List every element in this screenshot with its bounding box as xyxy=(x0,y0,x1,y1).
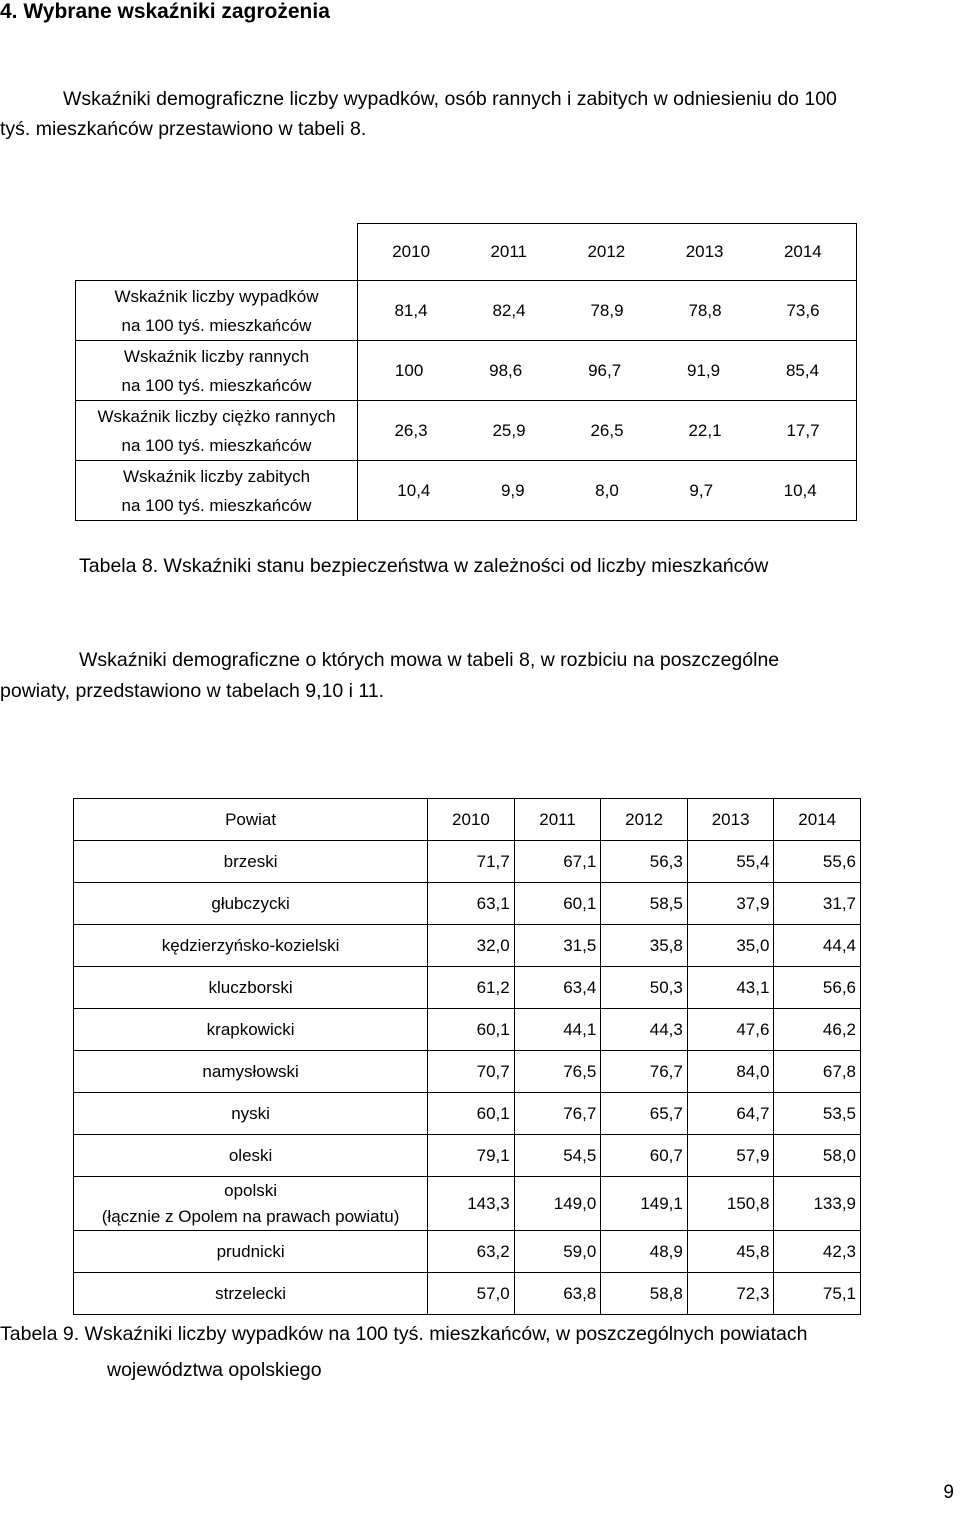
powiat-name: opolski (łącznie z Opolem na prawach powiatu) xyxy=(74,1177,428,1231)
cell: 75,1 xyxy=(774,1273,861,1315)
cell: 60,7 xyxy=(601,1135,688,1177)
cell: 150,8 xyxy=(687,1177,774,1231)
cell: 100 xyxy=(394,360,424,380)
table-row xyxy=(74,925,861,967)
powiat-name: krapkowicki xyxy=(74,1009,428,1051)
cell: 149,0 xyxy=(514,1177,601,1231)
cell: 57,0 xyxy=(428,1273,515,1315)
cell: 58,8 xyxy=(601,1273,688,1315)
year-2010: 2010 xyxy=(392,242,431,261)
year-2011: 2011 xyxy=(490,242,528,261)
cell: 64,7 xyxy=(687,1093,774,1135)
cell: 10,4 xyxy=(397,480,431,500)
header-2011: 2011 xyxy=(514,799,601,841)
cell: 71,7 xyxy=(428,841,515,883)
cell: 60,1 xyxy=(514,883,601,925)
row-label: Wskaźnik liczby wypadków na 100 tyś. mieszkańców xyxy=(76,281,358,341)
table-row xyxy=(76,401,857,461)
header-powiat: Powiat xyxy=(74,799,428,841)
cell: 47,6 xyxy=(687,1009,774,1051)
table-row xyxy=(76,461,857,521)
cell: 25,9 xyxy=(492,420,526,440)
cell: 67,8 xyxy=(774,1051,861,1093)
cell: 22,1 xyxy=(688,420,722,440)
table-row xyxy=(74,1009,861,1051)
cell: 31,5 xyxy=(514,925,601,967)
cell: 56,6 xyxy=(774,967,861,1009)
table-8-corner xyxy=(76,224,358,281)
powiat-name: prudnicki xyxy=(74,1231,428,1273)
cell: 54,5 xyxy=(514,1135,601,1177)
cell: 98,6 xyxy=(489,360,523,380)
cell: 56,3 xyxy=(601,841,688,883)
cell: 59,0 xyxy=(514,1231,601,1273)
cell: 91,9 xyxy=(687,360,721,380)
header-2014: 2014 xyxy=(774,799,861,841)
cell: 45,8 xyxy=(687,1231,774,1273)
cell: 76,7 xyxy=(514,1093,601,1135)
cell: 60,1 xyxy=(428,1093,515,1135)
cell: 73,6 xyxy=(786,300,820,320)
cell: 44,3 xyxy=(601,1009,688,1051)
cell: 42,3 xyxy=(774,1231,861,1273)
section-heading: 4. Wybrane wskaźniki zagrożenia xyxy=(0,0,330,23)
table-row xyxy=(74,1231,861,1273)
cell: 60,1 xyxy=(428,1009,515,1051)
cell: 72,3 xyxy=(687,1273,774,1315)
table-row xyxy=(74,883,861,925)
year-2014: 2014 xyxy=(783,242,822,261)
powiat-name: namysłowski xyxy=(74,1051,428,1093)
row-label: Wskaźnik liczby rannych na 100 tyś. mieszkańców xyxy=(76,341,358,401)
cell: 35,8 xyxy=(601,925,688,967)
cell: 26,3 xyxy=(394,420,428,440)
table-row xyxy=(74,1093,861,1135)
cell: 35,0 xyxy=(687,925,774,967)
header-2012: 2012 xyxy=(601,799,688,841)
cell: 149,1 xyxy=(601,1177,688,1231)
cell: 9,7 xyxy=(689,480,714,500)
cell: 48,9 xyxy=(601,1231,688,1273)
table-row xyxy=(74,1177,861,1231)
row-values xyxy=(358,401,857,461)
cell: 76,7 xyxy=(601,1051,688,1093)
cell: 96,7 xyxy=(588,360,622,380)
cell: 44,1 xyxy=(514,1009,601,1051)
cell: 76,5 xyxy=(514,1051,601,1093)
cell: 9,9 xyxy=(500,480,525,500)
row-label: Wskaźnik liczby zabitych na 100 tyś. mieszkańców xyxy=(76,461,358,521)
cell: 55,4 xyxy=(687,841,774,883)
cell: 53,5 xyxy=(774,1093,861,1135)
cell: 31,7 xyxy=(774,883,861,925)
row-values xyxy=(358,341,857,401)
table-row xyxy=(74,967,861,1009)
cell: 8,0 xyxy=(595,480,619,500)
cell: 63,2 xyxy=(428,1231,515,1273)
cell: 61,2 xyxy=(428,967,515,1009)
table-8-caption: Tabela 8. Wskaźniki stanu bezpieczeństwa w zależności od liczby mieszkańców xyxy=(79,555,769,577)
cell: 65,7 xyxy=(601,1093,688,1135)
table-row xyxy=(74,1135,861,1177)
cell: 57,9 xyxy=(687,1135,774,1177)
cell: 63,4 xyxy=(514,967,601,1009)
powiat-name: nyski xyxy=(74,1093,428,1135)
table-9-caption-line-1: Tabela 9. Wskaźniki liczby wypadków na 100 tyś. mieszkańców, w poszczególnych powiatach xyxy=(0,1323,808,1345)
cell: 58,5 xyxy=(601,883,688,925)
powiat-name: kluczborski xyxy=(74,967,428,1009)
header-2010: 2010 xyxy=(428,799,515,841)
cell: 55,6 xyxy=(774,841,861,883)
table-9-caption-line-2: województwa opolskiego xyxy=(107,1359,322,1381)
cell: 58,0 xyxy=(774,1135,861,1177)
cell: 78,8 xyxy=(688,300,722,320)
cell: 32,0 xyxy=(428,925,515,967)
cell: 37,9 xyxy=(687,883,774,925)
cell: 82,4 xyxy=(492,300,526,320)
table-8-year-header xyxy=(358,224,857,281)
cell: 43,1 xyxy=(687,967,774,1009)
row-values xyxy=(358,461,857,521)
table-row xyxy=(76,341,857,401)
row-values xyxy=(358,281,857,341)
paragraph-2-line-1: Wskaźniki demograficzne o których mowa w tabeli 8, w rozbiciu na poszczególne xyxy=(79,649,780,671)
cell: 81,4 xyxy=(394,300,428,320)
paragraph-2-line-2: powiaty, przedstawiono w tabelach 9,10 i 11. xyxy=(0,680,385,702)
year-2012: 2012 xyxy=(587,242,626,261)
cell: 84,0 xyxy=(687,1051,774,1093)
cell: 78,9 xyxy=(590,300,624,320)
cell: 63,1 xyxy=(428,883,515,925)
header-2013: 2013 xyxy=(687,799,774,841)
table-row xyxy=(76,281,857,341)
intro-line-2: tyś. mieszkańców przestawiono w tabeli 8. xyxy=(0,118,367,140)
cell: 10,4 xyxy=(783,480,817,500)
cell: 50,3 xyxy=(601,967,688,1009)
cell: 17,7 xyxy=(786,420,820,440)
cell: 133,9 xyxy=(774,1177,861,1231)
table-row xyxy=(74,1051,861,1093)
year-2013: 2013 xyxy=(685,242,724,261)
powiat-name: brzeski xyxy=(74,841,428,883)
intro-line-1: Wskaźniki demograficzne liczby wypadków, osób rannych i zabitych w odniesieniu do 100 xyxy=(63,88,837,110)
table-8 xyxy=(75,223,857,521)
table-9-header xyxy=(74,799,861,841)
cell: 26,5 xyxy=(590,420,624,440)
cell: 44,4 xyxy=(774,925,861,967)
powiat-name: oleski xyxy=(74,1135,428,1177)
cell: 67,1 xyxy=(514,841,601,883)
row-label: Wskaźnik liczby ciężko rannych na 100 tyś. mieszkańców xyxy=(76,401,358,461)
powiat-name: strzelecki xyxy=(74,1273,428,1315)
table-row xyxy=(74,841,861,883)
cell: 143,3 xyxy=(428,1177,515,1231)
table-row xyxy=(74,1273,861,1315)
cell: 70,7 xyxy=(428,1051,515,1093)
table-9 xyxy=(73,798,861,1315)
cell: 46,2 xyxy=(774,1009,861,1051)
cell: 63,8 xyxy=(514,1273,601,1315)
powiat-name: kędzierzyńsko-kozielski xyxy=(74,925,428,967)
cell: 85,4 xyxy=(785,360,820,380)
powiat-name: głubczycki xyxy=(74,883,428,925)
page-number: 9 xyxy=(943,1482,954,1503)
cell: 79,1 xyxy=(428,1135,515,1177)
